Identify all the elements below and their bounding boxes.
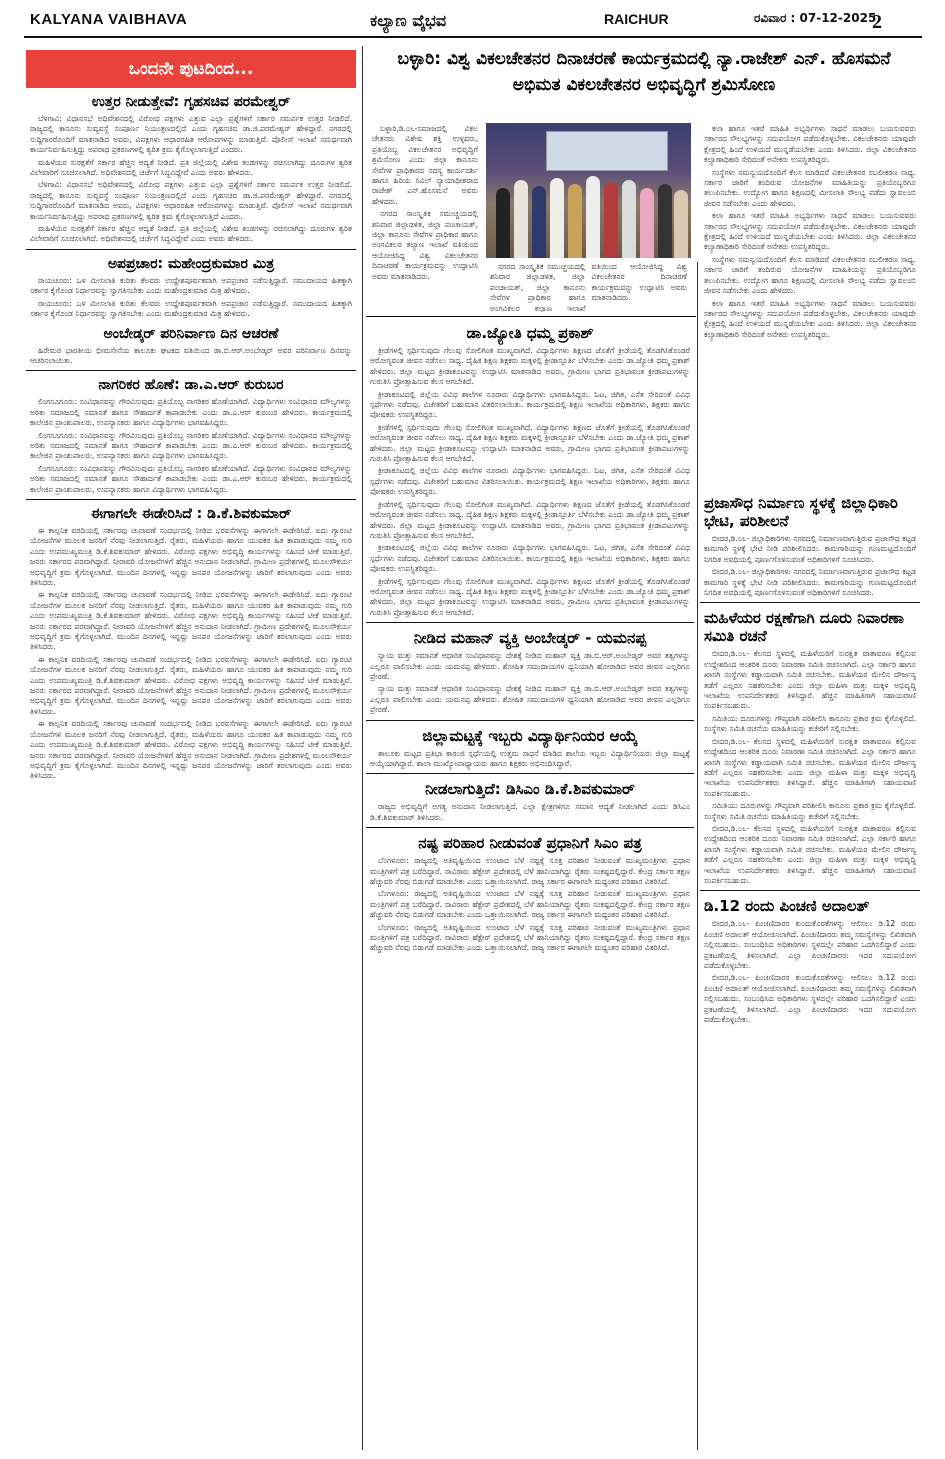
- lead-text-3: [700, 124, 920, 484]
- paragraph: ಈ ಕಾಲ್ಪನಿಕ ವರದಿಯಲ್ಲಿ ಸರ್ಕಾರವು ಚುನಾವಣೆ ಸಂದರ್ಭದಲ್ಲಿ ನೀಡಿದ ಭರವಸೆಗಳನ್ನು ಈಗಾಗಲೇ ಈಡೇರಿಸಿದೆ. ಐದು ಗ್ಯಾರಂಟಿ ಯೋಜನೆಗಳ ಮೂಲಕ ಜನರಿಗೆ ನೆರವು ನೀಡಲಾಗುತ್ತಿದೆ. ರೈತರು, ಮಹಿಳೆಯರು ಹಾಗೂ ಯುವಕರ ಹಿತ ಕಾಪಾಡುವುದು ನಮ್ಮ ಗುರಿ ಎಂದು ಉಪಮುಖ್ಯಮಂತ್ರಿ ಡಿ.ಕೆ.ಶಿವಕುಮಾರ್ ಹೇಳಿದರು. ವಿರೋಧ ಪಕ್ಷಗಳು ಅಭಿವೃದ್ಧಿ ಕಾರ್ಯಗಳನ್ನು ಸಹಿಸದೆ ಟೀಕೆ ಮಾಡುತ್ತಿವೆ. ಜನರು ಸರ್ಕಾರದ ಪರವಾಗಿದ್ದಾರೆ. ನೀರಾವರಿ ಯೋಜನೆಗಳಿಗೆ ಹೆಚ್ಚಿನ ಅನುದಾನ ನೀಡಲಾಗಿದೆ. ಗ್ರಾಮೀಣ ಪ್ರದೇಶಗಳಲ್ಲಿ ಮೂಲಸೌಕರ್ಯ ಅಭಿವೃದ್ಧಿಗೆ ಕ್ರಮ ಕೈಗೊಳ್ಳಲಾಗಿದೆ. ಮುಂದಿನ ದಿನಗಳಲ್ಲಿ ಇನ್ನಷ್ಟು ಜನಪರ ಯೋಜನೆಗಳನ್ನು ಜಾರಿಗೆ ತರಲಾಗುವುದು ಎಂದು ಅವರು ತಿಳಿಸಿದರು.: [30, 719, 352, 781]
- paragraph: ಬೆಂಗಳೂರು: ರಾಜ್ಯದಲ್ಲಿ ಅತಿವೃಷ್ಟಿಯಿಂದ ಉಂಟಾದ ಬೆಳೆ ನಷ್ಟಕ್ಕೆ ಸೂಕ್ತ ಪರಿಹಾರ ನೀಡುವಂತೆ ಮುಖ್ಯಮಂತ್ರಿಗಳು ಪ್ರಧಾನ ಮಂತ್ರಿಗಳಿಗೆ ಪತ್ರ ಬರೆದಿದ್ದಾರೆ. ಸಾವಿರಾರು ಹೆಕ್ಟೇರ್ ಪ್ರದೇಶದಲ್ಲಿ ಬೆಳೆ ಹಾನಿಯಾಗಿದ್ದು ರೈತರು ಸಂಕಷ್ಟದಲ್ಲಿದ್ದಾರೆ. ಕೇಂದ್ರ ಸರ್ಕಾರ ತಕ್ಷಣ ಹೆಚ್ಚುವರಿ ನೆರವು ಬಿಡುಗಡೆ ಮಾಡಬೇಕು ಎಂದು ಒತ್ತಾಯಿಸಲಾಗಿದೆ. ರಾಜ್ಯ ಸರ್ಕಾರ ಈಗಾಗಲೇ ಮಧ್ಯಂತರ ಪರಿಹಾರ ವಿತರಿಸಿದೆ.: [370, 856, 690, 887]
- paragraph: ಬೀದರ,ಡಿ.೦೬- ಜಿಲ್ಲಾಧಿಕಾರಿಗಳು ನಗರದಲ್ಲಿ ನಿರ್ಮಾಣವಾಗುತ್ತಿರುವ ಪ್ರಜಾಸೌಧ ಕಟ್ಟಡ ಕಾಮಗಾರಿ ಸ್ಥಳಕ್ಕೆ ಭೇಟಿ ನೀಡಿ ಪರಿಶೀಲಿಸಿದರು. ಕಾಮಗಾರಿಯನ್ನು ಗುಣಮಟ್ಟದೊಂದಿಗೆ ನಿಗದಿತ ಅವಧಿಯಲ್ಲಿ ಪೂರ್ಣಗೊಳಿಸುವಂತೆ ಅಧಿಕಾರಿಗಳಿಗೆ ಸೂಚಿಸಿದರು.: [704, 534, 916, 564]
- article-left-1: [30, 114, 352, 245]
- column-divider: [362, 46, 363, 1450]
- paragraph: ಬೆಂಗಳೂರು: ರಾಜ್ಯದಲ್ಲಿ ಅತಿವೃಷ್ಟಿಯಿಂದ ಉಂಟಾದ ಬೆಳೆ ನಷ್ಟಕ್ಕೆ ಸೂಕ್ತ ಪರಿಹಾರ ನೀಡುವಂತೆ ಮುಖ್ಯಮಂತ್ರಿಗಳು ಪ್ರಧಾನ ಮಂತ್ರಿಗಳಿಗೆ ಪತ್ರ ಬರೆದಿದ್ದಾರೆ. ಸಾವಿರಾರು ಹೆಕ್ಟೇರ್ ಪ್ರದೇಶದಲ್ಲಿ ಬೆಳೆ ಹಾನಿಯಾಗಿದ್ದು ರೈತರು ಸಂಕಷ್ಟದಲ್ಲಿದ್ದಾರೆ. ಕೇಂದ್ರ ಸರ್ಕಾರ ತಕ್ಷಣ ಹೆಚ್ಚುವರಿ ನೆರವು ಬಿಡುಗಡೆ ಮಾಡಬೇಕು ಎಂದು ಒತ್ತಾಯಿಸಲಾಗಿದೆ. ರಾಜ್ಯ ಸರ್ಕಾರ ಈಗಾಗಲೇ ಮಧ್ಯಂತರ ಪರಿಹಾರ ವಿತರಿಸಿದೆ.: [370, 889, 690, 920]
- page-number: 2: [872, 11, 882, 33]
- paragraph: ಕ್ರೀಡೆಗಳಲ್ಲಿ ಸ್ಪರ್ಧಿಸುವುದು ಗೆಲುವು ಸೋಲಿಗಿಂತ ಮುಖ್ಯವಾಗಿದೆ. ವಿದ್ಯಾರ್ಥಿಗಳು ಶಿಕ್ಷಣದ ಜೊತೆಗೆ ಕ್ರೀಡೆಯಲ್ಲಿ ತೊಡಗಿಸಿಕೊಂಡರೆ ಆರೋಗ್ಯವಂತ ಜೀವನ ನಡೆಸಲು ಸಾಧ್ಯ. ದೈಹಿಕ ಶಿಕ್ಷಣ ಶಿಕ್ಷಕರು ಮಕ್ಕಳಲ್ಲಿ ಕ್ರೀಡಾಸ್ಫೂರ್ತಿ ಬೆಳೆಸಬೇಕು ಎಂದು ಡಾ.ಜ್ಯೋತಿ ಧಮ್ಮ ಪ್ರಕಾಶ್ ಹೇಳಿದರು. ಜಿಲ್ಲಾ ಮಟ್ಟದ ಕ್ರೀಡಾಕೂಟವನ್ನು ಉದ್ಘಾಟಿಸಿ ಮಾತನಾಡಿದ ಅವರು, ಗ್ರಾಮೀಣ ಭಾಗದ ಪ್ರತಿಭಾವಂತ ಕ್ರೀಡಾಪಟುಗಳನ್ನು ಗುರುತಿಸಿ ಪ್ರೋತ್ಸಾಹಿಸುವ ಕೆಲಸ ಆಗಬೇಕಿದೆ.: [370, 422, 690, 464]
- lead-text-2: [486, 262, 691, 312]
- paragraph: ಮಹಿಳೆಯರ ಸುರಕ್ಷತೆಗೆ ಸರ್ಕಾರ ಹೆಚ್ಚಿನ ಆದ್ಯತೆ ನೀಡಿದೆ. ಪ್ರತಿ ಜಿಲ್ಲೆಯಲ್ಲಿ ವಿಶೇಷ ತಂಡಗಳನ್ನು ರಚಿಸಲಾಗಿದ್ದು ದೂರುಗಳ ತ್ವರಿತ ವಿಲೇವಾರಿಗೆ ಸೂಚಿಸಲಾಗಿದೆ. ಅಧಿವೇಶನದಲ್ಲಿ ಚರ್ಚೆಗೆ ಸಿದ್ಧವಿದ್ದೇವೆ ಎಂದು ಅವರು ಹೇಳಿದರು.: [30, 224, 352, 244]
- paragraph: ರಾಯಚೂರು: ಒಳ ಮೀಸಲಾತಿ ಕುರಿತು ಕೆಲವರು ಉದ್ದೇಶಪೂರ್ವಕವಾಗಿ ಅಪಪ್ರಚಾರ ನಡೆಸುತ್ತಿದ್ದಾರೆ. ಸಮುದಾಯದ ಹಿತಕ್ಕಾಗಿ ಸರ್ಕಾರ ಕೈಗೊಂಡ ನಿರ್ಧಾರವನ್ನು ಸ್ವಾಗತಿಸಬೇಕು ಎಂದು ಮಹೇಂದ್ರಕುಮಾರ ಮಿತ್ರ ಹೇಳಿದರು.: [30, 298, 352, 319]
- column-divider: [697, 262, 698, 1450]
- paragraph: ಈ ಕಾಲ್ಪನಿಕ ವರದಿಯಲ್ಲಿ ಸರ್ಕಾರವು ಚುನಾವಣೆ ಸಂದರ್ಭದಲ್ಲಿ ನೀಡಿದ ಭರವಸೆಗಳನ್ನು ಈಗಾಗಲೇ ಈಡೇರಿಸಿದೆ. ಐದು ಗ್ಯಾರಂಟಿ ಯೋಜನೆಗಳ ಮೂಲಕ ಜನರಿಗೆ ನೆರವು ನೀಡಲಾಗುತ್ತಿದೆ. ರೈತರು, ಮಹಿಳೆಯರು ಹಾಗೂ ಯುವಕರ ಹಿತ ಕಾಪಾಡುವುದು ನಮ್ಮ ಗುರಿ ಎಂದು ಉಪಮುಖ್ಯಮಂತ್ರಿ ಡಿ.ಕೆ.ಶಿವಕುಮಾರ್ ಹೇಳಿದರು. ವಿರೋಧ ಪಕ್ಷಗಳು ಅಭಿವೃದ್ಧಿ ಕಾರ್ಯಗಳನ್ನು ಸಹಿಸದೆ ಟೀಕೆ ಮಾಡುತ್ತಿವೆ. ಜನರು ಸರ್ಕಾರದ ಪರವಾಗಿದ್ದಾರೆ. ನೀರಾವರಿ ಯೋಜನೆಗಳಿಗೆ ಹೆಚ್ಚಿನ ಅನುದಾನ ನೀಡಲಾಗಿದೆ. ಗ್ರಾಮೀಣ ಪ್ರದೇಶಗಳಲ್ಲಿ ಮೂಲಸೌಕರ್ಯ ಅಭಿವೃದ್ಧಿಗೆ ಕ್ರಮ ಕೈಗೊಳ್ಳಲಾಗಿದೆ. ಮುಂದಿನ ದಿನಗಳಲ್ಲಿ ಇನ್ನಷ್ಟು ಜನಪರ ಯೋಜನೆಗಳನ್ನು ಜಾರಿಗೆ ತರಲಾಗುವುದು ಎಂದು ಅವರು ತಿಳಿಸಿದರು.: [30, 654, 352, 716]
- event-photo: [486, 123, 691, 258]
- headline-left-3: ಅಂಬೇಡ್ಕರ್ ಪರಿನಿರ್ವಾಣ ದಿನ ಆಚರಣೆ: [103, 325, 279, 342]
- headline-mid-1: ಡಾ.ಜ್ಯೋತಿ ಧಮ್ಮ ಪ್ರಕಾಶ್: [466, 324, 594, 342]
- right-column: [700, 488, 920, 1450]
- paragraph: ಕಲಾ ಹಾಗೂ ಇತರೆ ಮಾಹಿತಿ ಅಭ್ಯರ್ಥಿಗಳು ಸಾಧನೆ ಮಾಡಲು ಬಯಸುವವರು ಸರ್ಕಾರದ ಸೌಲಭ್ಯಗಳನ್ನು ಸದುಪಯೋಗ ಪಡೆದುಕೊಳ್ಳಬೇಕು. ವಿಕಲಚೇತನರು ಯಾವುದೇ ಕ್ಷೇತ್ರದಲ್ಲಿ ಹಿಂದೆ ಉಳಿಯದೆ ಮುನ್ನಡೆಯಬೇಕು ಎಂದು ತಿಳಿಸಿದರು. ಜಿಲ್ಲಾ ವಿಕಲಚೇತನರ ಕಲ್ಯಾಣಾಧಿಕಾರಿ ಸೇರಿದಂತೆ ಅನೇಕರು ಉಪಸ್ಥಿತರಿದ್ದರು.: [704, 298, 916, 339]
- paragraph: ನ್ಯಾಯ ಮತ್ತು ಸಮಾನತೆ ಆಧಾರಿತ ಸಂವಿಧಾನವನ್ನು ದೇಶಕ್ಕೆ ನೀಡಿದ ಮಹಾನ್ ವ್ಯಕ್ತಿ ಡಾ.ಬಿ.ಆರ್.ಅಂಬೇಡ್ಕರ್ ಅವರ ತತ್ವಗಳನ್ನು ಎಲ್ಲರೂ ಪಾಲಿಸಬೇಕು ಎಂದು ಯಮನಪ್ಪ ಹೇಳಿದರು. ಶೋಷಿತ ಸಮುದಾಯಗಳ ಧ್ವನಿಯಾಗಿ ಹೋರಾಡಿದ ಅವರ ಜೀವನ ಎಲ್ಲರಿಗೂ ಪ್ರೇರಣೆ.: [370, 684, 690, 715]
- headline-left-4: ನಾಗರಿಕರ ಹೊಣೆ: ಡಾ.ಎ.ಆರ್ ಕುರುಬರ: [98, 377, 284, 394]
- paragraph: ಕಲಾ ಹಾಗೂ ಇತರೆ ಮಾಹಿತಿ ಅಭ್ಯರ್ಥಿಗಳು ಸಾಧನೆ ಮಾಡಲು ಬಯಸುವವರು ಸರ್ಕಾರದ ಸೌಲಭ್ಯಗಳನ್ನು ಸದುಪಯೋಗ ಪಡೆದುಕೊಳ್ಳಬೇಕು. ವಿಕಲಚೇತನರು ಯಾವುದೇ ಕ್ಷೇತ್ರದಲ್ಲಿ ಹಿಂದೆ ಉಳಿಯದೆ ಮುನ್ನಡೆಯಬೇಕು ಎಂದು ತಿಳಿಸಿದರು. ಜಿಲ್ಲಾ ವಿಕಲಚೇತನರ ಕಲ್ಯಾಣಾಧಿಕಾರಿ ಸೇರಿದಂತೆ ಅನೇಕರು ಉಪಸ್ಥಿತರಿದ್ದರು.: [704, 211, 916, 252]
- paragraph: ಕ್ರೀಡೆಗಳಲ್ಲಿ ಸ್ಪರ್ಧಿಸುವುದು ಗೆಲುವು ಸೋಲಿಗಿಂತ ಮುಖ್ಯವಾಗಿದೆ. ವಿದ್ಯಾರ್ಥಿಗಳು ಶಿಕ್ಷಣದ ಜೊತೆಗೆ ಕ್ರೀಡೆಯಲ್ಲಿ ತೊಡಗಿಸಿಕೊಂಡರೆ ಆರೋಗ್ಯವಂತ ಜೀವನ ನಡೆಸಲು ಸಾಧ್ಯ. ದೈಹಿಕ ಶಿಕ್ಷಣ ಶಿಕ್ಷಕರು ಮಕ್ಕಳಲ್ಲಿ ಕ್ರೀಡಾಸ್ಫೂರ್ತಿ ಬೆಳೆಸಬೇಕು ಎಂದು ಡಾ.ಜ್ಯೋತಿ ಧಮ್ಮ ಪ್ರಕಾಶ್ ಹೇಳಿದರು. ಜಿಲ್ಲಾ ಮಟ್ಟದ ಕ್ರೀಡಾಕೂಟವನ್ನು ಉದ್ಘಾಟಿಸಿ ಮಾತನಾಡಿದ ಅವರು, ಗ್ರಾಮೀಣ ಭಾಗದ ಪ್ರತಿಭಾವಂತ ಕ್ರೀಡಾಪಟುಗಳನ್ನು ಗುರುತಿಸಿ ಪ್ರೋತ್ಸಾಹಿಸುವ ಕೆಲಸ ಆಗಬೇಕಿದೆ.: [370, 346, 690, 387]
- paragraph: ಬೆಳಗಾವಿ: ವಿಧಾನಸಭೆ ಅಧಿವೇಶನದಲ್ಲಿ ವಿರೋಧ ಪಕ್ಷಗಳು ಎತ್ತುವ ಎಲ್ಲಾ ಪ್ರಶ್ನೆಗಳಿಗೆ ಸರ್ಕಾರ ಸಮರ್ಪಕ ಉತ್ತರ ನೀಡಲಿದೆ. ರಾಜ್ಯದಲ್ಲಿ ಕಾನೂನು ಸುವ್ಯವಸ್ಥೆ ಸಂಪೂರ್ಣ ನಿಯಂತ್ರಣದಲ್ಲಿದೆ ಎಂದು ಗೃಹಸಚಿವ ಡಾ.ಜಿ.ಪರಮೇಶ್ವರ್ ಹೇಳಿದ್ದಾರೆ. ನಗರದಲ್ಲಿ ಸುದ್ದಿಗಾರರೊಂದಿಗೆ ಮಾತನಾಡಿದ ಅವರು, ವಿಪಕ್ಷಗಳು ಆಧಾರರಹಿತ ಆರೋಪಗಳನ್ನು ಮಾಡುತ್ತಿವೆ. ಪೊಲೀಸ್ ಇಲಾಖೆ ಸಮರ್ಥವಾಗಿ ಕಾರ್ಯನಿರ್ವಹಿಸುತ್ತಿದ್ದು ಅಪರಾಧ ಪ್ರಕರಣಗಳಲ್ಲಿ ತ್ವರಿತ ಕ್ರಮ ಕೈಗೊಳ್ಳಲಾಗುತ್ತಿದೆ ಎಂದರು.: [30, 114, 352, 155]
- headline-right-2: ಮಹಿಳೆಯರ ರಕ್ಷಣೆಗಾಗಿ ದೂರು ನಿವಾರಣಾ ಸಮಿತಿ ರಚನೆ: [704, 609, 904, 646]
- paragraph: ನಗರದ ಸಾಂಸ್ಕೃತಿಕ ಸಮುಚ್ಚಯದಲ್ಲಿ ಶನಿವಾರ ಜಿಲ್ಲಾಡಳಿತ, ಜಿಲ್ಲಾ ಪಂಚಾಯತ್, ಜಿಲ್ಲಾ ಕಾನೂನು ಸೇವೆಗಳ ಪ್ರಾಧಿಕಾರ ಹಾಗೂ ಅಂಗವಿಕಲರ ಕಲ್ಯಾಣ ಇಲಾಖೆ ವತಿಯಿಂದ ಆಯೋಜಿಸಿದ್ದ ವಿಶ್ವ ವಿಕಲಚೇತನರ ದಿನಾಚರಣೆ ಕಾರ್ಯಕ್ರಮವನ್ನು ಉದ್ಘಾಟಿಸಿ ಅವರು ಮಾತನಾಡಿದರು.: [372, 209, 478, 281]
- paragraph: ಲಿಂಗಸೂಗೂರು: ಸಂವಿಧಾನವನ್ನು ಗೌರವಿಸುವುದು ಪ್ರತಿಯೊಬ್ಬ ನಾಗರಿಕರ ಹೊಣೆಯಾಗಿದೆ. ವಿದ್ಯಾರ್ಥಿಗಳು ಸಂವಿಧಾನದ ಮೌಲ್ಯಗಳನ್ನು ಅರಿತು ಸಮಾಜದಲ್ಲಿ ಸಮಾನತೆ ಹಾಗೂ ಸೌಹಾರ್ದತೆ ಕಾಪಾಡಬೇಕು ಎಂದು ಡಾ.ಎ.ಆರ್ ಕುರುಬರ ಹೇಳಿದರು. ಕಾರ್ಯಕ್ರಮದಲ್ಲಿ ಕಾಲೇಜಿನ ಪ್ರಾಂಶುಪಾಲರು, ಉಪನ್ಯಾಸಕರು ಹಾಗೂ ವಿದ್ಯಾರ್ಥಿಗಳು ಭಾಗವಹಿಸಿದ್ದರು.: [30, 463, 352, 494]
- headline-left-2: ಅಪಪ್ರಚಾರ: ಮಹೇಂದ್ರಕುಮಾರ ಮಿತ್ರ: [107, 255, 275, 272]
- paragraph: ಬೀದರ,ಡಿ.೦೬- ಜಿಲ್ಲಾಧಿಕಾರಿಗಳು ನಗರದಲ್ಲಿ ನಿರ್ಮಾಣವಾಗುತ್ತಿರುವ ಪ್ರಜಾಸೌಧ ಕಟ್ಟಡ ಕಾಮಗಾರಿ ಸ್ಥಳಕ್ಕೆ ಭೇಟಿ ನೀಡಿ ಪರಿಶೀಲಿಸಿದರು. ಕಾಮಗಾರಿಯನ್ನು ಗುಣಮಟ್ಟದೊಂದಿಗೆ ನಿಗದಿತ ಅವಧಿಯಲ್ಲಿ ಪೂರ್ಣಗೊಳಿಸುವಂತೆ ಅಧಿಕಾರಿಗಳಿಗೆ ಸೂಚಿಸಿದರು.: [704, 567, 916, 598]
- middle-column: [366, 318, 694, 1450]
- paragraph: ತಾಲೂಕು ಮಟ್ಟದ ಪ್ರತಿಭಾ ಕಾರಂಜಿ ಸ್ಪರ್ಧೆಯಲ್ಲಿ ಉತ್ತಮ ಸಾಧನೆ ಮಾಡಿದ ಶಾಲೆಯ ಇಬ್ಬರು ವಿದ್ಯಾರ್ಥಿನಿಯರು ಜಿಲ್ಲಾ ಮಟ್ಟಕ್ಕೆ ಆಯ್ಕೆಯಾಗಿದ್ದಾರೆ. ಶಾಲಾ ಮುಖ್ಯೋಪಾಧ್ಯಾಯರು ಹಾಗೂ ಶಿಕ್ಷಕರು ಅಭಿನಂದಿಸಿದ್ದಾರೆ.: [370, 748, 690, 768]
- left-column: [26, 50, 356, 1450]
- paragraph: ಈ ಕಾಲ್ಪನಿಕ ವರದಿಯಲ್ಲಿ ಸರ್ಕಾರವು ಚುನಾವಣೆ ಸಂದರ್ಭದಲ್ಲಿ ನೀಡಿದ ಭರವಸೆಗಳನ್ನು ಈಗಾಗಲೇ ಈಡೇರಿಸಿದೆ. ಐದು ಗ್ಯಾರಂಟಿ ಯೋಜನೆಗಳ ಮೂಲಕ ಜನರಿಗೆ ನೆರವು ನೀಡಲಾಗುತ್ತಿದೆ. ರೈತರು, ಮಹಿಳೆಯರು ಹಾಗೂ ಯುವಕರ ಹಿತ ಕಾಪಾಡುವುದು ನಮ್ಮ ಗುರಿ ಎಂದು ಉಪಮುಖ್ಯಮಂತ್ರಿ ಡಿ.ಕೆ.ಶಿವಕುಮಾರ್ ಹೇಳಿದರು. ವಿರೋಧ ಪಕ್ಷಗಳು ಅಭಿವೃದ್ಧಿ ಕಾರ್ಯಗಳನ್ನು ಸಹಿಸದೆ ಟೀಕೆ ಮಾಡುತ್ತಿವೆ. ಜನರು ಸರ್ಕಾರದ ಪರವಾಗಿದ್ದಾರೆ. ನೀರಾವರಿ ಯೋಜನೆಗಳಿಗೆ ಹೆಚ್ಚಿನ ಅನುದಾನ ನೀಡಲಾಗಿದೆ. ಗ್ರಾಮೀಣ ಪ್ರದೇಶಗಳಲ್ಲಿ ಮೂಲಸೌಕರ್ಯ ಅಭಿವೃದ್ಧಿಗೆ ಕ್ರಮ ಕೈಗೊಳ್ಳಲಾಗಿದೆ. ಮುಂದಿನ ದಿನಗಳಲ್ಲಿ ಇನ್ನಷ್ಟು ಜನಪರ ಯೋಜನೆಗಳನ್ನು ಜಾರಿಗೆ ತರಲಾಗುವುದು ಎಂದು ಅವರು ತಿಳಿಸಿದರು.: [30, 590, 352, 652]
- paragraph: ಸಮಿತಿಯು ದೂರುಗಳನ್ನು ಗೌಪ್ಯವಾಗಿ ಪರಿಶೀಲಿಸಿ ಕಾನೂನು ಪ್ರಕಾರ ಕ್ರಮ ಕೈಗೊಳ್ಳಲಿದೆ. ಸಂಸ್ಥೆಗಳು ಸಮಿತಿ ರಚನೆಯ ಮಾಹಿತಿಯನ್ನು ಕಚೇರಿಗೆ ಸಲ್ಲಿಸಬೇಕು.: [704, 713, 916, 734]
- paragraph: ಈ ಕಾಲ್ಪನಿಕ ವರದಿಯಲ್ಲಿ ಸರ್ಕಾರವು ಚುನಾವಣೆ ಸಂದರ್ಭದಲ್ಲಿ ನೀಡಿದ ಭರವಸೆಗಳನ್ನು ಈಗಾಗಲೇ ಈಡೇರಿಸಿದೆ. ಐದು ಗ್ಯಾರಂಟಿ ಯೋಜನೆಗಳ ಮೂಲಕ ಜನರಿಗೆ ನೆರವು ನೀಡಲಾಗುತ್ತಿದೆ. ರೈತರು, ಮಹಿಳೆಯರು ಹಾಗೂ ಯುವಕರ ಹಿತ ಕಾಪಾಡುವುದು ನಮ್ಮ ಗುರಿ ಎಂದು ಉಪಮುಖ್ಯಮಂತ್ರಿ ಡಿ.ಕೆ.ಶಿವಕುಮಾರ್ ಹೇಳಿದರು. ವಿರೋಧ ಪಕ್ಷಗಳು ಅಭಿವೃದ್ಧಿ ಕಾರ್ಯಗಳನ್ನು ಸಹಿಸದೆ ಟೀಕೆ ಮಾಡುತ್ತಿವೆ. ಜನರು ಸರ್ಕಾರದ ಪರವಾಗಿದ್ದಾರೆ. ನೀರಾವರಿ ಯೋಜನೆಗಳಿಗೆ ಹೆಚ್ಚಿನ ಅನುದಾನ ನೀಡಲಾಗಿದೆ. ಗ್ರಾಮೀಣ ಪ್ರದೇಶಗಳಲ್ಲಿ ಮೂಲಸೌಕರ್ಯ ಅಭಿವೃದ್ಧಿಗೆ ಕ್ರಮ ಕೈಗೊಳ್ಳಲಾಗಿದೆ. ಮುಂದಿನ ದಿನಗಳಲ್ಲಿ ಇನ್ನಷ್ಟು ಜನಪರ ಯೋಜನೆಗಳನ್ನು ಜಾರಿಗೆ ತರಲಾಗುವುದು ಎಂದು ಅವರು ತಿಳಿಸಿದರು.: [30, 525, 352, 587]
- paragraph: ಬಳ್ಳಾರಿ,ಡಿ.೦೬-ಸಮಾಜದಲ್ಲಿ ವಿಕಲ ಚೇತನರು ವಿಶೇಷ ಶಕ್ತಿ ಉಳ್ಳವರು, ಪ್ರತಿಯೊಬ್ಬ ವಿಕಲಚೇತನರ ಅಭಿವೃದ್ಧಿಗೆ ಶ್ರಮಿಸೋಣ ಎಂದು ಜಿಲ್ಲಾ ಕಾನೂನು ಸೇವೆಗಳ ಪ್ರಾಧಿಕಾರದ ಸದಸ್ಯ ಕಾರ್ಯದರ್ಶಿ ಹಾಗೂ ಹಿರಿಯ ಸಿವಿಲ್ ನ್ಯಾಯಾಧೀಶರಾದ ರಾಜೇಶ್ ಎನ್.ಹೊಸಮನೆ ಅವರು ಹೇಳಿದರು.: [372, 124, 478, 206]
- headline-left-5: ಈಗಾಗಲೇ ಈಡೇರಿಸಿದೆ : ಡಿ.ಕೆ.ಶಿವಕುಮಾರ್: [90, 505, 292, 522]
- paragraph: ಬೀದರ,ಡಿ.೦೬- ಕೆಲಸದ ಸ್ಥಳದಲ್ಲಿ ಮಹಿಳೆಯರಿಗೆ ಸುರಕ್ಷಿತ ವಾತಾವರಣ ಕಲ್ಪಿಸುವ ಉದ್ದೇಶದಿಂದ ಆಂತರಿಕ ದೂರು ನಿವಾರಣಾ ಸಮಿತಿ ರಚಿಸಲಾಗಿದೆ. ಎಲ್ಲಾ ಸರ್ಕಾರಿ ಹಾಗೂ ಖಾಸಗಿ ಸಂಸ್ಥೆಗಳು ಕಡ್ಡಾಯವಾಗಿ ಸಮಿತಿ ರಚಿಸಬೇಕು. ಮಹಿಳೆಯರ ಮೇಲಿನ ದೌರ್ಜನ್ಯ ತಡೆಗೆ ಎಲ್ಲರೂ ಸಹಕರಿಸಬೇಕು ಎಂದು ಜಿಲ್ಲಾ ಮಹಿಳಾ ಮತ್ತು ಮಕ್ಕಳ ಅಭಿವೃದ್ಧಿ ಇಲಾಖೆಯ ಉಪನಿರ್ದೇಶಕರು ತಿಳಿಸಿದ್ದಾರೆ. ಹೆಚ್ಚಿನ ಮಾಹಿತಿಗಾಗಿ ಸಹಾಯವಾಣಿ ಸಂಪರ್ಕಿಸಬಹುದು.: [704, 649, 916, 711]
- paragraph: ರಾಜ್ಯದ ಅಭಿವೃದ್ಧಿಗೆ ಅಗತ್ಯ ಅನುದಾನ ನೀಡಲಾಗುತ್ತಿದೆ. ಎಲ್ಲಾ ಕ್ಷೇತ್ರಗಳಿಗೂ ಸಮಾನ ಆದ್ಯತೆ ನೀಡಲಾಗಿದೆ ಎಂದು ಡಿಸಿಎಂ ಡಿ.ಕೆ.ಶಿವಕುಮಾರ್ ತಿಳಿಸಿದರು.: [370, 802, 690, 822]
- paragraph: ಕ್ರೀಡೆಗಳಲ್ಲಿ ಸ್ಪರ್ಧಿಸುವುದು ಗೆಲುವು ಸೋಲಿಗಿಂತ ಮುಖ್ಯವಾಗಿದೆ. ವಿದ್ಯಾರ್ಥಿಗಳು ಶಿಕ್ಷಣದ ಜೊತೆಗೆ ಕ್ರೀಡೆಯಲ್ಲಿ ತೊಡಗಿಸಿಕೊಂಡರೆ ಆರೋಗ್ಯವಂತ ಜೀವನ ನಡೆಸಲು ಸಾಧ್ಯ. ದೈಹಿಕ ಶಿಕ್ಷಣ ಶಿಕ್ಷಕರು ಮಕ್ಕಳಲ್ಲಿ ಕ್ರೀಡಾಸ್ಫೂರ್ತಿ ಬೆಳೆಸಬೇಕು ಎಂದು ಡಾ.ಜ್ಯೋತಿ ಧಮ್ಮ ಪ್ರಕಾಶ್ ಹೇಳಿದರು. ಜಿಲ್ಲಾ ಮಟ್ಟದ ಕ್ರೀಡಾಕೂಟವನ್ನು ಉದ್ಘಾಟಿಸಿ ಮಾತನಾಡಿದ ಅವರು, ಗ್ರಾಮೀಣ ಭಾಗದ ಪ್ರತಿಭಾವಂತ ಕ್ರೀಡಾಪಟುಗಳನ್ನು ಗುರುತಿಸಿ ಪ್ರೋತ್ಸಾಹಿಸುವ ಕೆಲಸ ಆಗಬೇಕಿದೆ.: [370, 499, 690, 540]
- continued-banner: ಒಂದನೇ ಪುಟದಿಂದ...: [26, 50, 356, 88]
- paragraph: ಬೀದರ,ಡಿ.೦೬- ಪಿಂಚಣಿದಾರರ ಕುಂದುಕೊರತೆಗಳನ್ನು ಆಲಿಸಲು ಡಿ.12 ರಂದು ಪಿಂಚಣಿ ಅದಾಲತ್ ಆಯೋಜಿಸಲಾಗಿದೆ. ಪಿಂಚಣಿದಾರರು ತಮ್ಮ ಸಮಸ್ಯೆಗಳನ್ನು ಲಿಖಿತವಾಗಿ ಸಲ್ಲಿಸಬಹುದು. ಸಂಬಂಧಿಸಿದ ಅಧಿಕಾರಿಗಳು ಸ್ಥಳದಲ್ಲೇ ಪರಿಹಾರ ಒದಗಿಸಲಿದ್ದಾರೆ ಎಂದು ಪ್ರಕಟಣೆಯಲ್ಲಿ ತಿಳಿಸಲಾಗಿದೆ. ಎಲ್ಲಾ ಪಿಂಚಣಿದಾರರು ಇದರ ಸದುಪಯೋಗ ಪಡೆದುಕೊಳ್ಳಬೇಕು.: [704, 919, 916, 970]
- paragraph: ರಾಯಚೂರು: ಒಳ ಮೀಸಲಾತಿ ಕುರಿತು ಕೆಲವರು ಉದ್ದೇಶಪೂರ್ವಕವಾಗಿ ಅಪಪ್ರಚಾರ ನಡೆಸುತ್ತಿದ್ದಾರೆ. ಸಮುದಾಯದ ಹಿತಕ್ಕಾಗಿ ಸರ್ಕಾರ ಕೈಗೊಂಡ ನಿರ್ಧಾರವನ್ನು ಸ್ವಾಗತಿಸಬೇಕು ಎಂದು ಮಹೇಂದ್ರಕುಮಾರ ಮಿತ್ರ ಹೇಳಿದರು.: [30, 275, 352, 296]
- paragraph: ಬೆಂಗಳೂರು: ರಾಜ್ಯದಲ್ಲಿ ಅತಿವೃಷ್ಟಿಯಿಂದ ಉಂಟಾದ ಬೆಳೆ ನಷ್ಟಕ್ಕೆ ಸೂಕ್ತ ಪರಿಹಾರ ನೀಡುವಂತೆ ಮುಖ್ಯಮಂತ್ರಿಗಳು ಪ್ರಧಾನ ಮಂತ್ರಿಗಳಿಗೆ ಪತ್ರ ಬರೆದಿದ್ದಾರೆ. ಸಾವಿರಾರು ಹೆಕ್ಟೇರ್ ಪ್ರದೇಶದಲ್ಲಿ ಬೆಳೆ ಹಾನಿಯಾಗಿದ್ದು ರೈತರು ಸಂಕಷ್ಟದಲ್ಲಿದ್ದಾರೆ. ಕೇಂದ್ರ ಸರ್ಕಾರ ತಕ್ಷಣ ಹೆಚ್ಚುವರಿ ನೆರವು ಬಿಡುಗಡೆ ಮಾಡಬೇಕು ಎಂದು ಒತ್ತಾಯಿಸಲಾಗಿದೆ. ರಾಜ್ಯ ಸರ್ಕಾರ ಈಗಾಗಲೇ ಮಧ್ಯಂತರ ಪರಿಹಾರ ವಿತರಿಸಿದೆ.: [370, 922, 690, 953]
- paragraph: ಲಿಂಗಸೂಗೂರು: ಸಂವಿಧಾನವನ್ನು ಗೌರವಿಸುವುದು ಪ್ರತಿಯೊಬ್ಬ ನಾಗರಿಕರ ಹೊಣೆಯಾಗಿದೆ. ವಿದ್ಯಾರ್ಥಿಗಳು ಸಂವಿಧಾನದ ಮೌಲ್ಯಗಳನ್ನು ಅರಿತು ಸಮಾಜದಲ್ಲಿ ಸಮಾನತೆ ಹಾಗೂ ಸೌಹಾರ್ದತೆ ಕಾಪಾಡಬೇಕು ಎಂದು ಡಾ.ಎ.ಆರ್ ಕುರುಬರ ಹೇಳಿದರು. ಕಾರ್ಯಕ್ರಮದಲ್ಲಿ ಕಾಲೇಜಿನ ಪ್ರಾಂಶುಪಾಲರು, ಉಪನ್ಯಾಸಕರು ಹಾಗೂ ವಿದ್ಯಾರ್ಥಿಗಳು ಭಾಗವಹಿಸಿದ್ದರು.: [30, 430, 352, 461]
- headline-right-3: ಡಿ.12 ರಂದು ಪಿಂಚಣಿ ಅದಾಲತ್: [704, 897, 870, 916]
- masthead-title-en: KALYANA VAIBHAVA: [30, 11, 188, 28]
- paragraph: ನ್ಯಾಯ ಮತ್ತು ಸಮಾನತೆ ಆಧಾರಿತ ಸಂವಿಧಾನವನ್ನು ದೇಶಕ್ಕೆ ನೀಡಿದ ಮಹಾನ್ ವ್ಯಕ್ತಿ ಡಾ.ಬಿ.ಆರ್.ಅಂಬೇಡ್ಕರ್ ಅವರ ತತ್ವಗಳನ್ನು ಎಲ್ಲರೂ ಪಾಲಿಸಬೇಕು ಎಂದು ಯಮನಪ್ಪ ಹೇಳಿದರು. ಶೋಷಿತ ಸಮುದಾಯಗಳ ಧ್ವನಿಯಾಗಿ ಹೋರಾಡಿದ ಅವರ ಜೀವನ ಎಲ್ಲರಿಗೂ ಪ್ರೇರಣೆ.: [370, 651, 690, 681]
- lead-headline-box: [368, 44, 920, 120]
- headline-left-1: ಉತ್ತರ ನೀಡುತ್ತೇವೆ: ಗೃಹಸಚಿವ ಪರಮೇಶ್ವರ್: [91, 94, 291, 110]
- paragraph: ಕಲಾ ಹಾಗೂ ಇತರೆ ಮಾಹಿತಿ ಅಭ್ಯರ್ಥಿಗಳು ಸಾಧನೆ ಮಾಡಲು ಬಯಸುವವರು ಸರ್ಕಾರದ ಸೌಲಭ್ಯಗಳನ್ನು ಸದುಪಯೋಗ ಪಡೆದುಕೊಳ್ಳಬೇಕು. ವಿಕಲಚೇತನರು ಯಾವುದೇ ಕ್ಷೇತ್ರದಲ್ಲಿ ಹಿಂದೆ ಉಳಿಯದೆ ಮುನ್ನಡೆಯಬೇಕು ಎಂದು ತಿಳಿಸಿದರು. ಜಿಲ್ಲಾ ವಿಕಲಚೇತನರ ಕಲ್ಯಾಣಾಧಿಕಾರಿ ಸೇರಿದಂತೆ ಅನೇಕರು ಉಪಸ್ಥಿತರಿದ್ದರು.: [704, 124, 916, 165]
- headline-mid-5: ನಷ್ಟ ಪರಿಹಾರ ನೀಡುವಂತೆ ಪ್ರಧಾನಿಗೆ ಸಿಎಂ ಪತ್ರ: [418, 834, 642, 853]
- paragraph: ಮಹಿಳೆಯರ ಸುರಕ್ಷತೆಗೆ ಸರ್ಕಾರ ಹೆಚ್ಚಿನ ಆದ್ಯತೆ ನೀಡಿದೆ. ಪ್ರತಿ ಜಿಲ್ಲೆಯಲ್ಲಿ ವಿಶೇಷ ತಂಡಗಳನ್ನು ರಚಿಸಲಾಗಿದ್ದು ದೂರುಗಳ ತ್ವರಿತ ವಿಲೇವಾರಿಗೆ ಸೂಚಿಸಲಾಗಿದೆ. ಅಧಿವೇಶನದಲ್ಲಿ ಚರ್ಚೆಗೆ ಸಿದ್ಧವಿದ್ದೇವೆ ಎಂದು ಅವರು ಹೇಳಿದರು.: [30, 157, 352, 178]
- paragraph: ನಗರದ ಸಾಂಸ್ಕೃತಿಕ ಸಮುಚ್ಚಯದಲ್ಲಿ ಶನಿವಾರ ಜಿಲ್ಲಾಡಳಿತ, ಜಿಲ್ಲಾ ಪಂಚಾಯತ್, ಜಿಲ್ಲಾ ಕಾನೂನು ಸೇವೆಗಳ ಪ್ರಾಧಿಕಾರ ಹಾಗೂ ಅಂಗವಿಕಲರ ಕಲ್ಯಾಣ ಇಲಾಖೆ ವತಿಯಿಂದ ಆಯೋಜಿಸಿದ್ದ ವಿಶ್ವ ವಿಕಲಚೇತನರ ದಿನಾಚರಣೆ ಕಾರ್ಯಕ್ರಮವನ್ನು ಉದ್ಘಾಟಿಸಿ ಅವರು ಮಾತನಾಡಿದರು.: [490, 262, 687, 312]
- stage-screen: [546, 131, 668, 171]
- paragraph: ಸಂಸ್ಥೆಗಳು ಸಮನ್ವಯದೊಂದಿಗೆ ಕೆಲಸ ಮಾಡಿದರೆ ವಿಕಲಚೇತನರ ಸಬಲೀಕರಣ ಸಾಧ್ಯ. ಸರ್ಕಾರ ಜಾರಿಗೆ ತಂದಿರುವ ಯೋಜನೆಗಳ ಮಾಹಿತಿಯನ್ನು ಪ್ರತಿಯೊಬ್ಬರಿಗೂ ತಲುಪಿಸಬೇಕು. ಉದ್ಯೋಗ ಹಾಗೂ ಶಿಕ್ಷಣದಲ್ಲಿ ಮೀಸಲಾತಿ ಸೌಲಭ್ಯ ಪಡೆದು ಸ್ವಾವಲಂಬಿ ಜೀವನ ನಡೆಸಬೇಕು ಎಂದು ಹೇಳಿದರು.: [704, 167, 916, 208]
- paragraph: ಕ್ರೀಡಾಕೂಟದಲ್ಲಿ ಜಿಲ್ಲೆಯ ವಿವಿಧ ಶಾಲೆಗಳ ನೂರಾರು ವಿದ್ಯಾರ್ಥಿಗಳು ಭಾಗವಹಿಸಿದ್ದರು. ಓಟ, ಜಿಗಿತ, ಎಸೆತ ಸೇರಿದಂತೆ ವಿವಿಧ ಸ್ಪರ್ಧೆಗಳು ನಡೆದವು. ವಿಜೇತರಿಗೆ ಬಹುಮಾನ ವಿತರಿಸಲಾಯಿತು. ಕಾರ್ಯಕ್ರಮದಲ್ಲಿ ಶಿಕ್ಷಣ ಇಲಾಖೆಯ ಅಧಿಕಾರಿಗಳು, ಶಿಕ್ಷಕರು ಹಾಗೂ ಪೋಷಕರು ಉಪಸ್ಥಿತರಿದ್ದರು.: [370, 466, 690, 497]
- paragraph: ಕ್ರೀಡಾಕೂಟದಲ್ಲಿ ಜಿಲ್ಲೆಯ ವಿವಿಧ ಶಾಲೆಗಳ ನೂರಾರು ವಿದ್ಯಾರ್ಥಿಗಳು ಭಾಗವಹಿಸಿದ್ದರು. ಓಟ, ಜಿಗಿತ, ಎಸೆತ ಸೇರಿದಂತೆ ವಿವಿಧ ಸ್ಪರ್ಧೆಗಳು ನಡೆದವು. ವಿಜೇತರಿಗೆ ಬಹುಮಾನ ವಿತರಿಸಲಾಯಿತು. ಕಾರ್ಯಕ್ರಮದಲ್ಲಿ ಶಿಕ್ಷಣ ಇಲಾಖೆಯ ಅಧಿಕಾರಿಗಳು, ಶಿಕ್ಷಕರು ಹಾಗೂ ಪೋಷಕರು ಉಪಸ್ಥಿತರಿದ್ದರು.: [370, 543, 690, 574]
- paragraph: ಕ್ರೀಡೆಗಳಲ್ಲಿ ಸ್ಪರ್ಧಿಸುವುದು ಗೆಲುವು ಸೋಲಿಗಿಂತ ಮುಖ್ಯವಾಗಿದೆ. ವಿದ್ಯಾರ್ಥಿಗಳು ಶಿಕ್ಷಣದ ಜೊತೆಗೆ ಕ್ರೀಡೆಯಲ್ಲಿ ತೊಡಗಿಸಿಕೊಂಡರೆ ಆರೋಗ್ಯವಂತ ಜೀವನ ನಡೆಸಲು ಸಾಧ್ಯ. ದೈಹಿಕ ಶಿಕ್ಷಣ ಶಿಕ್ಷಕರು ಮಕ್ಕಳಲ್ಲಿ ಕ್ರೀಡಾಸ್ಫೂರ್ತಿ ಬೆಳೆಸಬೇಕು ಎಂದು ಡಾ.ಜ್ಯೋತಿ ಧಮ್ಮ ಪ್ರಕಾಶ್ ಹೇಳಿದರು. ಜಿಲ್ಲಾ ಮಟ್ಟದ ಕ್ರೀಡಾಕೂಟವನ್ನು ಉದ್ಘಾಟಿಸಿ ಮಾತನಾಡಿದ ಅವರು, ಗ್ರಾಮೀಣ ಭಾಗದ ಪ್ರತಿಭಾವಂತ ಕ್ರೀಡಾಪಟುಗಳನ್ನು ಗುರುತಿಸಿ ಪ್ರೋತ್ಸಾಹಿಸುವ ಕೆಲಸ ಆಗಬೇಕಿದೆ.: [370, 576, 690, 617]
- paragraph: ಲಿಂಗಸೂಗೂರು: ಸಂವಿಧಾನವನ್ನು ಗೌರವಿಸುವುದು ಪ್ರತಿಯೊಬ್ಬ ನಾಗರಿಕರ ಹೊಣೆಯಾಗಿದೆ. ವಿದ್ಯಾರ್ಥಿಗಳು ಸಂವಿಧಾನದ ಮೌಲ್ಯಗಳನ್ನು ಅರಿತು ಸಮಾಜದಲ್ಲಿ ಸಮಾನತೆ ಹಾಗೂ ಸೌಹಾರ್ದತೆ ಕಾಪಾಡಬೇಕು ಎಂದು ಡಾ.ಎ.ಆರ್ ಕುರುಬರ ಹೇಳಿದರು. ಕಾರ್ಯಕ್ರಮದಲ್ಲಿ ಕಾಲೇಜಿನ ಪ್ರಾಂಶುಪಾಲರು, ಉಪನ್ಯಾಸಕರು ಹಾಗೂ ವಿದ್ಯಾರ್ಥಿಗಳು ಭಾಗವಹಿಸಿದ್ದರು.: [30, 397, 352, 428]
- masthead-city: RAICHUR: [604, 11, 669, 27]
- paragraph: ಬೀದರ,ಡಿ.೦೬- ಕೆಲಸದ ಸ್ಥಳದಲ್ಲಿ ಮಹಿಳೆಯರಿಗೆ ಸುರಕ್ಷಿತ ವಾತಾವರಣ ಕಲ್ಪಿಸುವ ಉದ್ದೇಶದಿಂದ ಆಂತರಿಕ ದೂರು ನಿವಾರಣಾ ಸಮಿತಿ ರಚಿಸಲಾಗಿದೆ. ಎಲ್ಲಾ ಸರ್ಕಾರಿ ಹಾಗೂ ಖಾಸಗಿ ಸಂಸ್ಥೆಗಳು ಕಡ್ಡಾಯವಾಗಿ ಸಮಿತಿ ರಚಿಸಬೇಕು. ಮಹಿಳೆಯರ ಮೇಲಿನ ದೌರ್ಜನ್ಯ ತಡೆಗೆ ಎಲ್ಲರೂ ಸಹಕರಿಸಬೇಕು ಎಂದು ಜಿಲ್ಲಾ ಮಹಿಳಾ ಮತ್ತು ಮಕ್ಕಳ ಅಭಿವೃದ್ಧಿ ಇಲಾಖೆಯ ಉಪನಿರ್ದೇಶಕರು ತಿಳಿಸಿದ್ದಾರೆ. ಹೆಚ್ಚಿನ ಮಾಹಿತಿಗಾಗಿ ಸಹಾಯವಾಣಿ ಸಂಪರ್ಕಿಸಬಹುದು.: [704, 823, 916, 885]
- paragraph: ಬೀದರ,ಡಿ.೦೬- ಪಿಂಚಣಿದಾರರ ಕುಂದುಕೊರತೆಗಳನ್ನು ಆಲಿಸಲು ಡಿ.12 ರಂದು ಪಿಂಚಣಿ ಅದಾಲತ್ ಆಯೋಜಿಸಲಾಗಿದೆ. ಪಿಂಚಣಿದಾರರು ತಮ್ಮ ಸಮಸ್ಯೆಗಳನ್ನು ಲಿಖಿತವಾಗಿ ಸಲ್ಲಿಸಬಹುದು. ಸಂಬಂಧಿಸಿದ ಅಧಿಕಾರಿಗಳು ಸ್ಥಳದಲ್ಲೇ ಪರಿಹಾರ ಒದಗಿಸಲಿದ್ದಾರೆ ಎಂದು ಪ್ರಕಟಣೆಯಲ್ಲಿ ತಿಳಿಸಲಾಗಿದೆ. ಎಲ್ಲಾ ಪಿಂಚಣಿದಾರರು ಇದರ ಸದುಪಯೋಗ ಪಡೆದುಕೊಳ್ಳಬೇಕು.: [704, 973, 916, 1025]
- paragraph: ಸಮಿತಿಯು ದೂರುಗಳನ್ನು ಗೌಪ್ಯವಾಗಿ ಪರಿಶೀಲಿಸಿ ಕಾನೂನು ಪ್ರಕಾರ ಕ್ರಮ ಕೈಗೊಳ್ಳಲಿದೆ. ಸಂಸ್ಥೆಗಳು ಸಮಿತಿ ರಚನೆಯ ಮಾಹಿತಿಯನ್ನು ಕಚೇರಿಗೆ ಸಲ್ಲಿಸಬೇಕು.: [704, 801, 916, 821]
- masthead-date: ರವಿವಾರ : 07-12-2025: [754, 11, 877, 25]
- headline-mid-2: ನೀಡಿದ ಮಹಾನ್ ವ್ಯಕ್ತಿ ಅಂಬೇಡ್ಕರ್ - ಯಮನಪ್ಪ: [413, 629, 647, 648]
- paragraph: ಹಿರೇಮಠ ಭಾರತೀಯ ಭೀಮಸೇನೆಯ ತಾಲೂಕು ಘಟಕದ ವತಿಯಿಂದ ಡಾ.ಬಿ.ಆರ್.ಅಂಬೇಡ್ಕರ್ ಅವರ ಪರಿನಿರ್ವಾಣ ದಿನವನ್ನು ಆಚರಿಸಲಾಯಿತು.: [30, 345, 352, 365]
- lead-headline: ಬಳ್ಳಾರಿ: ವಿಶ್ವ ವಿಕಲಚೇತನರ ದಿನಾಚರಣೆ ಕಾರ್ಯಕ್ರಮದಲ್ಲಿ ನ್ಯಾ.ರಾಜೇಶ್ ಎನ್. ಹೊಸಮನೆ ಅಭಿಮತ ವಿಕಲಚೇತನರ ಅಭಿವೃದ್ಧಿಗೆ ಶ್ರಮಿಸೋಣ: [397, 49, 891, 95]
- lead-text-1: [368, 124, 482, 314]
- headline-mid-4: ನೀಡಲಾಗುತ್ತಿದೆ: ಡಿಸಿಎಂ ಡಿ.ಕೆ.ಶಿವಕುಮಾರ್: [425, 780, 635, 799]
- masthead-title-kn: ಕಲ್ಯಾಣ ವೈಭವ: [370, 11, 447, 30]
- paragraph: ಬೀದರ,ಡಿ.೦೬- ಕೆಲಸದ ಸ್ಥಳದಲ್ಲಿ ಮಹಿಳೆಯರಿಗೆ ಸುರಕ್ಷಿತ ವಾತಾವರಣ ಕಲ್ಪಿಸುವ ಉದ್ದೇಶದಿಂದ ಆಂತರಿಕ ದೂರು ನಿವಾರಣಾ ಸಮಿತಿ ರಚಿಸಲಾಗಿದೆ. ಎಲ್ಲಾ ಸರ್ಕಾರಿ ಹಾಗೂ ಖಾಸಗಿ ಸಂಸ್ಥೆಗಳು ಕಡ್ಡಾಯವಾಗಿ ಸಮಿತಿ ರಚಿಸಬೇಕು. ಮಹಿಳೆಯರ ಮೇಲಿನ ದೌರ್ಜನ್ಯ ತಡೆಗೆ ಎಲ್ಲರೂ ಸಹಕರಿಸಬೇಕು ಎಂದು ಜಿಲ್ಲಾ ಮಹಿಳಾ ಮತ್ತು ಮಕ್ಕಳ ಅಭಿವೃದ್ಧಿ ಇಲಾಖೆಯ ಉಪನಿರ್ದೇಶಕರು ತಿಳಿಸಿದ್ದಾರೆ. ಹೆಚ್ಚಿನ ಮಾಹಿತಿಗಾಗಿ ಸಹಾಯವಾಣಿ ಸಂಪರ್ಕಿಸಬಹುದು.: [704, 736, 916, 798]
- headline-mid-3: ಜಿಲ್ಲಾಮಟ್ಟಕ್ಕೆ ಇಬ್ಬರು ವಿದ್ಯಾರ್ಥಿನಿಯರ ಆಯ್ಕೆ: [422, 726, 638, 745]
- paragraph: ಸಂಸ್ಥೆಗಳು ಸಮನ್ವಯದೊಂದಿಗೆ ಕೆಲಸ ಮಾಡಿದರೆ ವಿಕಲಚೇತನರ ಸಬಲೀಕರಣ ಸಾಧ್ಯ. ಸರ್ಕಾರ ಜಾರಿಗೆ ತಂದಿರುವ ಯೋಜನೆಗಳ ಮಾಹಿತಿಯನ್ನು ಪ್ರತಿಯೊಬ್ಬರಿಗೂ ತಲುಪಿಸಬೇಕು. ಉದ್ಯೋಗ ಹಾಗೂ ಶಿಕ್ಷಣದಲ್ಲಿ ಮೀಸಲಾತಿ ಸೌಲಭ್ಯ ಪಡೆದು ಸ್ವಾವಲಂಬಿ ಜೀವನ ನಡೆಸಬೇಕು ಎಂದು ಹೇಳಿದರು.: [704, 254, 916, 296]
- paragraph: ಬೆಳಗಾವಿ: ವಿಧಾನಸಭೆ ಅಧಿವೇಶನದಲ್ಲಿ ವಿರೋಧ ಪಕ್ಷಗಳು ಎತ್ತುವ ಎಲ್ಲಾ ಪ್ರಶ್ನೆಗಳಿಗೆ ಸರ್ಕಾರ ಸಮರ್ಪಕ ಉತ್ತರ ನೀಡಲಿದೆ. ರಾಜ್ಯದಲ್ಲಿ ಕಾನೂನು ಸುವ್ಯವಸ್ಥೆ ಸಂಪೂರ್ಣ ನಿಯಂತ್ರಣದಲ್ಲಿದೆ ಎಂದು ಗೃಹಸಚಿವ ಡಾ.ಜಿ.ಪರಮೇಶ್ವರ್ ಹೇಳಿದ್ದಾರೆ. ನಗರದಲ್ಲಿ ಸುದ್ದಿಗಾರರೊಂದಿಗೆ ಮಾತನಾಡಿದ ಅವರು, ವಿಪಕ್ಷಗಳು ಆಧಾರರಹಿತ ಆರೋಪಗಳನ್ನು ಮಾಡುತ್ತಿವೆ. ಪೊಲೀಸ್ ಇಲಾಖೆ ಸಮರ್ಥವಾಗಿ ಕಾರ್ಯನಿರ್ವಹಿಸುತ್ತಿದ್ದು ಅಪರಾಧ ಪ್ರಕರಣಗಳಲ್ಲಿ ತ್ವರಿತ ಕ್ರಮ ಕೈಗೊಳ್ಳಲಾಗುತ್ತಿದೆ ಎಂದರು.: [30, 180, 352, 221]
- masthead: [24, 8, 922, 38]
- headline-right-1: ಪ್ರಜಾಸೌಧ ನಿರ್ಮಾಣ ಸ್ಥಳಕ್ಕೆ ಜಿಲ್ಲಾಧಿಕಾರಿ ಭೇಟಿ, ಪರಿಶೀಲನೆ: [704, 494, 898, 530]
- paragraph: ಕ್ರೀಡಾಕೂಟದಲ್ಲಿ ಜಿಲ್ಲೆಯ ವಿವಿಧ ಶಾಲೆಗಳ ನೂರಾರು ವಿದ್ಯಾರ್ಥಿಗಳು ಭಾಗವಹಿಸಿದ್ದರು. ಓಟ, ಜಿಗಿತ, ಎಸೆತ ಸೇರಿದಂತೆ ವಿವಿಧ ಸ್ಪರ್ಧೆಗಳು ನಡೆದವು. ವಿಜೇತರಿಗೆ ಬಹುಮಾನ ವಿತರಿಸಲಾಯಿತು. ಕಾರ್ಯಕ್ರಮದಲ್ಲಿ ಶಿಕ್ಷಣ ಇಲಾಖೆಯ ಅಧಿಕಾರಿಗಳು, ಶಿಕ್ಷಕರು ಹಾಗೂ ಪೋಷಕರು ಉಪಸ್ಥಿತರಿದ್ದರು.: [370, 389, 690, 420]
